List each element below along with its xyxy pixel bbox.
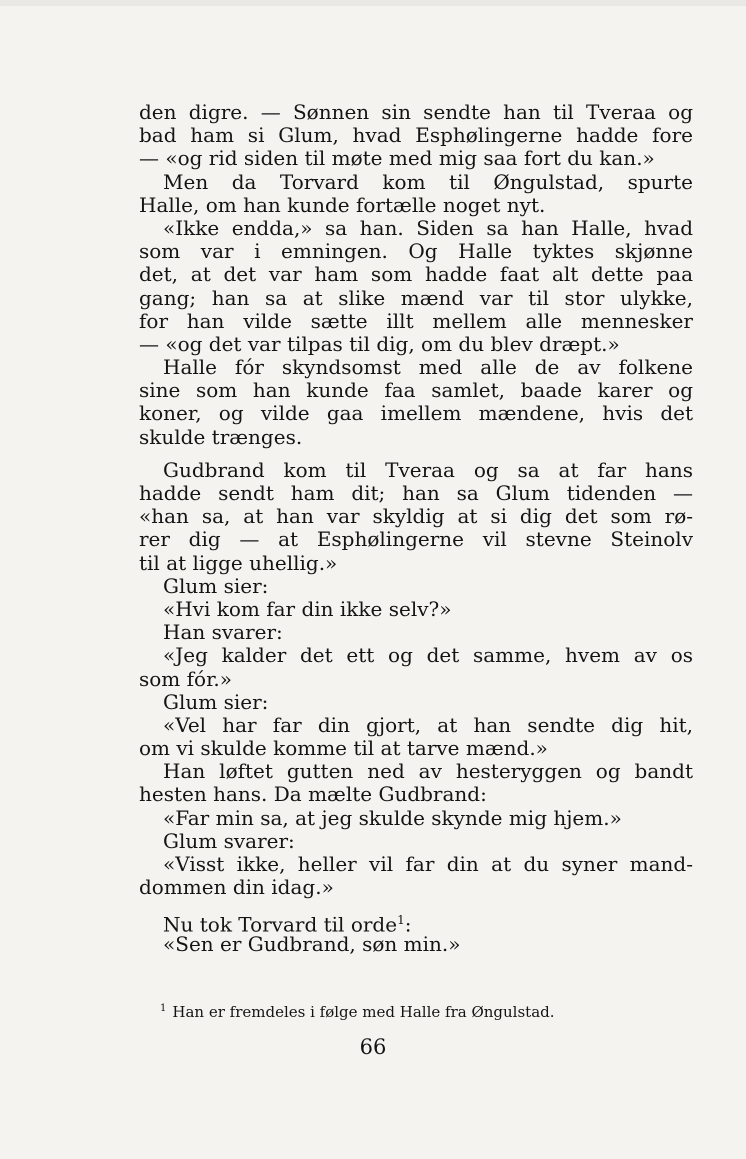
- footnote: [160, 999, 640, 1022]
- text-line: Halle fór skyndsomst med alle de av folkene: [163, 355, 693, 380]
- text-line: — «og det var tilpas til dig, om du blev dræpt.»: [139, 331, 620, 356]
- text-line-content: Nu tok Torvard til orde: [163, 913, 398, 938]
- text-line: «Ikke endda,» sa han. Siden sa han Halle, hvad: [163, 215, 693, 240]
- footnote-marker: 1: [160, 1003, 167, 1014]
- text-line: om vi skulde komme til at tarve mænd.»: [139, 736, 548, 761]
- text-line: Gudbrand kom til Tveraa og sa at far hans: [163, 457, 693, 482]
- footnote-text: Han er fremdeles i følge med Halle fra Øngulstad.: [172, 1003, 555, 1021]
- text-line: den digre. — Sønnen sin sendte han til Tveraa og: [139, 100, 693, 124]
- text-line: Glum svarer:: [163, 828, 295, 853]
- text-line: Han svarer:: [163, 620, 283, 645]
- text-line: hadde sendt ham dit; han sa Glum tidenden —: [139, 481, 693, 505]
- text-line: — «og rid siden til møte med mig saa fort du kan.»: [139, 146, 655, 171]
- text-line: for han vilde sætte illt mellem alle mennesker: [139, 308, 693, 333]
- text-line: Han løftet gutten ned av hesteryggen og bandt: [163, 759, 693, 784]
- text-line: til at ligge uhellig.»: [139, 550, 338, 575]
- text-line: Halle, om han kunde fortælle noget nyt.: [139, 192, 546, 217]
- text-line: som fór.»: [139, 666, 233, 691]
- text-line: Men da Torvard kom til Øngulstad, spurte: [163, 169, 693, 194]
- text-line: som var i emningen. Og Halle tyktes skjønne: [139, 239, 693, 264]
- text-line: «Sen er Gudbrand, søn min.»: [163, 931, 461, 956]
- text-line: sine som han kunde faa samlet, baade karer og: [139, 378, 693, 403]
- text-line: Glum sier:: [163, 689, 269, 714]
- section-gap: [139, 899, 693, 909]
- text-line: «han sa, at han var skyldig at si dig det som rø-: [139, 504, 693, 529]
- body-text: [139, 101, 693, 956]
- text-line: skulde trænges.: [139, 424, 303, 449]
- text-line: dommen din idag.»: [139, 875, 334, 900]
- text-line: «Vel har far din gjort, at han sendte dig hit,: [163, 712, 693, 737]
- text-line: «Far min sa, at jeg skulde skynde mig hjem.»: [163, 805, 622, 830]
- text-line: bad ham si Glum, hvad Esphølingerne hadde fore: [139, 123, 693, 148]
- text-line: «Hvi kom far din ikke selv?»: [163, 596, 452, 621]
- footnote-reference-suffix: :: [404, 913, 412, 938]
- page-number: 66: [359, 1035, 387, 1059]
- text-line: Glum sier:: [163, 573, 269, 598]
- text-line: rer dig — at Esphølingerne vil stevne Steinolv: [139, 527, 693, 552]
- text-line: det, at det var ham som hadde faat alt dette paa: [139, 262, 693, 287]
- footnote-reference: 1: [397, 913, 405, 928]
- text-line: «Visst ikke, heller vil far din at du syner mand-: [163, 852, 693, 876]
- text-line: koner, og vilde gaa imellem mændene, hvis det: [139, 401, 693, 426]
- text-line: gang; han sa at slike mænd var til stor ulykke,: [139, 285, 693, 310]
- text-line: «Jeg kalder det ett og det samme, hvem av os: [163, 643, 693, 668]
- page-edge: [0, 0, 746, 6]
- text-line: hesten hans. Da mælte Gudbrand:: [139, 782, 487, 807]
- text-line: [139, 909, 693, 938]
